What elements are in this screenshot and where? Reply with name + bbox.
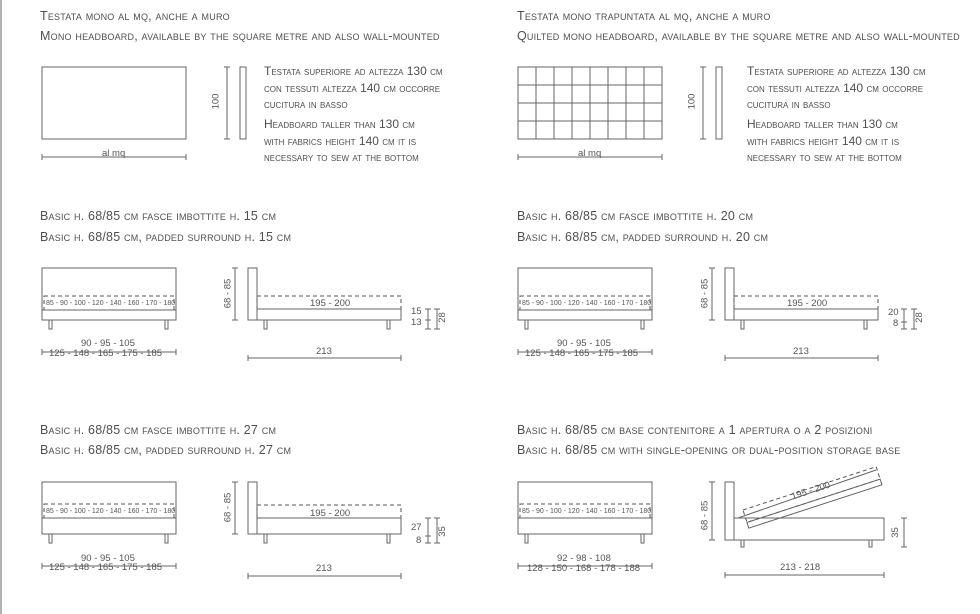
section1-note-it: Testata superiore ad altezza 130 cm con tessuti altezza 140 cm occorre cucitura in basso [264,64,443,111]
section5-height: 68 - 85 [222,492,234,523]
section5-mattress-sizes: 85 - 90 - 100 - 120 - 140 - 160 - 170 - 180 [46,508,176,515]
headboard-side-view [224,67,246,139]
section4-height: 68 - 85 [699,278,711,309]
section6-width-outer: 128 - 150 - 168 - 178 - 188 [527,563,641,574]
section4-mattress-length: 195 - 200 [787,298,828,309]
section2-height-label: 100 [686,93,698,110]
section6-mattress-length: 195 - 200 [790,479,832,503]
section3-mattress-length: 195 - 200 [310,298,351,309]
section3-mattress-sizes: 85 - 90 - 100 - 120 - 140 - 160 - 170 - 180 [46,300,176,307]
section1-title-it: Testata mono al mq, anche a muro [40,9,230,23]
bed-side-view-15 [232,268,440,361]
section3-title-it: Basic h. 68/85 cm fasce imbottite h. 15 cm [40,209,277,223]
quilted-headboard-front-view [518,67,662,160]
section2-note-it: Testata superiore ad altezza 130 cm con tessuti altezza 140 cm occorre cucitura in basso [747,64,926,111]
section5-title-it: Basic h. 68/85 cm fasce imbottite h. 27 cm [40,423,277,437]
section4-band-bottom: 8 [893,318,899,329]
section3-length: 213 [316,346,332,357]
section4-length: 213 [793,346,809,357]
headboard-front-view [42,67,186,160]
section3-band-bottom: 13 [411,317,422,328]
section4-width-inner: 90 - 95 - 105 [557,338,611,349]
quilted-headboard-side-view [700,67,722,139]
section5-mattress-length: 195 - 200 [310,508,351,519]
section2-width-label: al mq [578,148,602,159]
section1-note-en: Headboard taller than 130 cm with fabrics height 140 cm it is necessary to sew at the bottom [264,117,419,164]
bed-side-view-20 [709,268,917,361]
section2-title-it: Testata mono trapuntata al mq, anche a muro [517,9,771,23]
section2-title-en: Quilted mono headboard, available by the square metre and also wall-mounted [517,29,960,43]
section4-title-it: Basic h. 68/85 cm fasce imbottite h. 20 cm [517,209,754,223]
section4-width-outer: 125 - 148 - 165 - 175 - 185 [525,348,639,359]
section6-title-it: Basic h. 68/85 cm base contenitore a 1 apertura o a 2 posizioni [517,423,873,437]
section1-title-en: Mono headboard, available by the square metre and also wall-mounted [40,29,440,43]
section3-band-top: 15 [411,306,422,317]
section5-band-top: 27 [411,522,422,533]
section3-height: 68 - 85 [222,278,234,309]
section5-length: 213 [316,563,332,574]
section1-width-label: al mq [102,148,126,159]
section5-width-outer: 125 - 148 - 165 - 175 - 185 [49,562,163,573]
section5-width-inner: 90 - 95 - 105 [81,553,135,564]
section5-band-total: 35 [436,526,448,537]
section3-width-inner: 90 - 95 - 105 [81,338,135,349]
section4-title-en: Basic h. 68/85 cm, padded surround h. 20 cm [517,230,769,244]
section6-width-inner: 92 - 98 - 108 [557,553,611,564]
section5-band-bottom: 8 [416,535,422,546]
bed-side-view-27 [232,482,440,579]
section6-band-total: 35 [889,527,901,538]
section3-band-total: 28 [436,312,448,323]
section3-width-outer: 125 - 148 - 165 - 175 - 185 [49,348,163,359]
section4-mattress-sizes: 85 - 90 - 100 - 120 - 140 - 160 - 170 - 180 [522,300,652,307]
section5-title-en: Basic h. 68/85 cm, padded surround h. 27 cm [40,443,292,457]
section6-height: 68 - 85 [699,500,711,531]
section6-length: 213 - 218 [780,562,821,573]
section2-note-en: Headboard taller than 130 cm with fabrics height 140 cm it is necessary to sew at the bottom [747,117,902,164]
section1-height-label: 100 [210,93,222,110]
section6-mattress-sizes: 85 - 90 - 100 - 120 - 140 - 160 - 170 - 180 [522,508,652,515]
section6-title-en: Basic h. 68/85 cm with single-opening or dual-position storage base [517,443,901,457]
section4-band-top: 20 [888,307,899,318]
section3-title-en: Basic h. 68/85 cm, padded surround h. 15 cm [40,230,292,244]
section4-band-total: 28 [913,312,925,323]
